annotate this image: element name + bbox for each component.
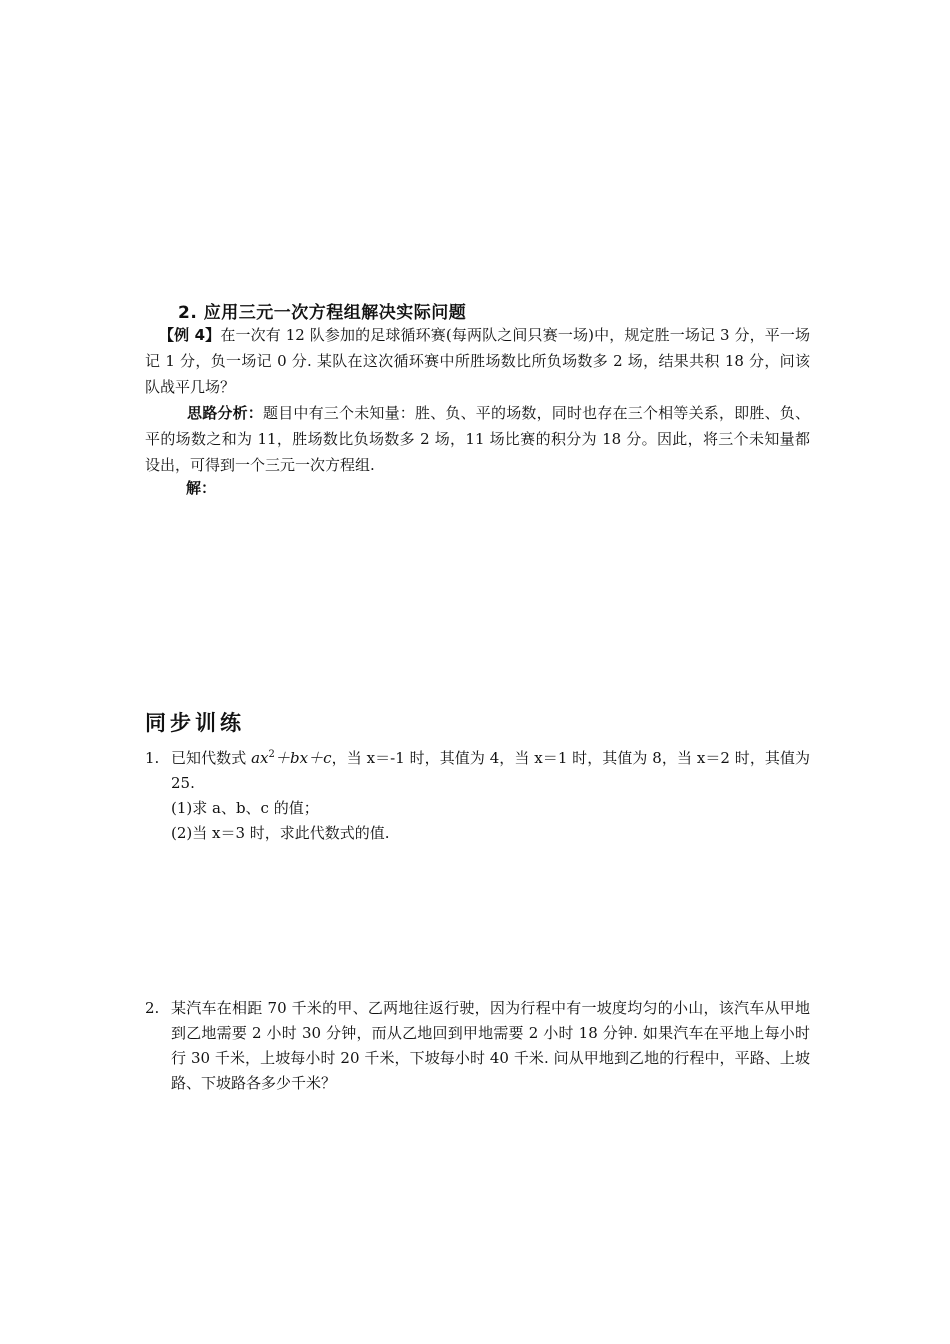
example-label: 【例 4】 xyxy=(159,326,221,344)
example-paragraph xyxy=(145,322,810,400)
problem-statement xyxy=(145,746,810,796)
problem-statement: 某汽车在相距 70 千米的甲、乙两地往返行驶，因为行程中有一坡度均匀的小山，该汽车从甲地到乙地需要 2 小时 30 分钟，而从乙地回到甲地需要 2 小时 18 分钟. 如果汽车在平地上每小时行 30 千米，上坡每小时 20 千米，下坡每小时 40 千米. 问从甲地到乙地的行程中，平路、上坡路、下坡路各多少千米？ xyxy=(171,999,810,1092)
analysis-paragraph xyxy=(145,400,810,478)
example-text: 在一次有 12 队参加的足球循环赛(每两队之间只赛一场)中，规定胜一场记 3 分，平一场记 1 分，负一场记 0 分. 某队在这次循环赛中所胜场数比所负场数多 2 场，结果共积 18 分，问该队战平几场？ xyxy=(145,326,810,396)
problem-number: 2. xyxy=(145,999,160,1017)
practice-problem-1 xyxy=(145,746,810,846)
sub-question-1: (1)求 a、b、c 的值； xyxy=(171,799,319,817)
expression-exponent: 2 xyxy=(268,749,275,760)
practice-title: 同步训练 xyxy=(145,711,245,735)
sub-question-2: (2)当 x＝3 时，求此代数式的值. xyxy=(171,824,390,842)
practice-problem-2 xyxy=(145,996,810,1096)
expression-term-a: ax xyxy=(251,749,269,767)
section-heading: 2. 应用三元一次方程组解决实际问题 xyxy=(178,303,467,323)
expression-rest: ＋bx＋c xyxy=(274,749,332,767)
problem-text-conditions: ，当 x＝-1 时，其值为 4，当 x＝1 时，其值为 8，当 x＝2 时，其值为 25. xyxy=(171,749,810,792)
problem-number: 1. xyxy=(145,749,160,767)
solution-label: 解： xyxy=(186,479,217,497)
analysis-label: 思路分析： xyxy=(187,404,263,422)
analysis-text: 题目中有三个未知量：胜、负、平的场数，同时也存在三个相等关系，即胜、负、平的场数之和为 11，胜场数比负场数多 2 场，11 场比赛的积分为 18 分。因此，将三个未知量都设出，可得到一个三元一次方程组. xyxy=(145,404,810,474)
problem-text-lead: 已知代数式 xyxy=(171,749,252,767)
